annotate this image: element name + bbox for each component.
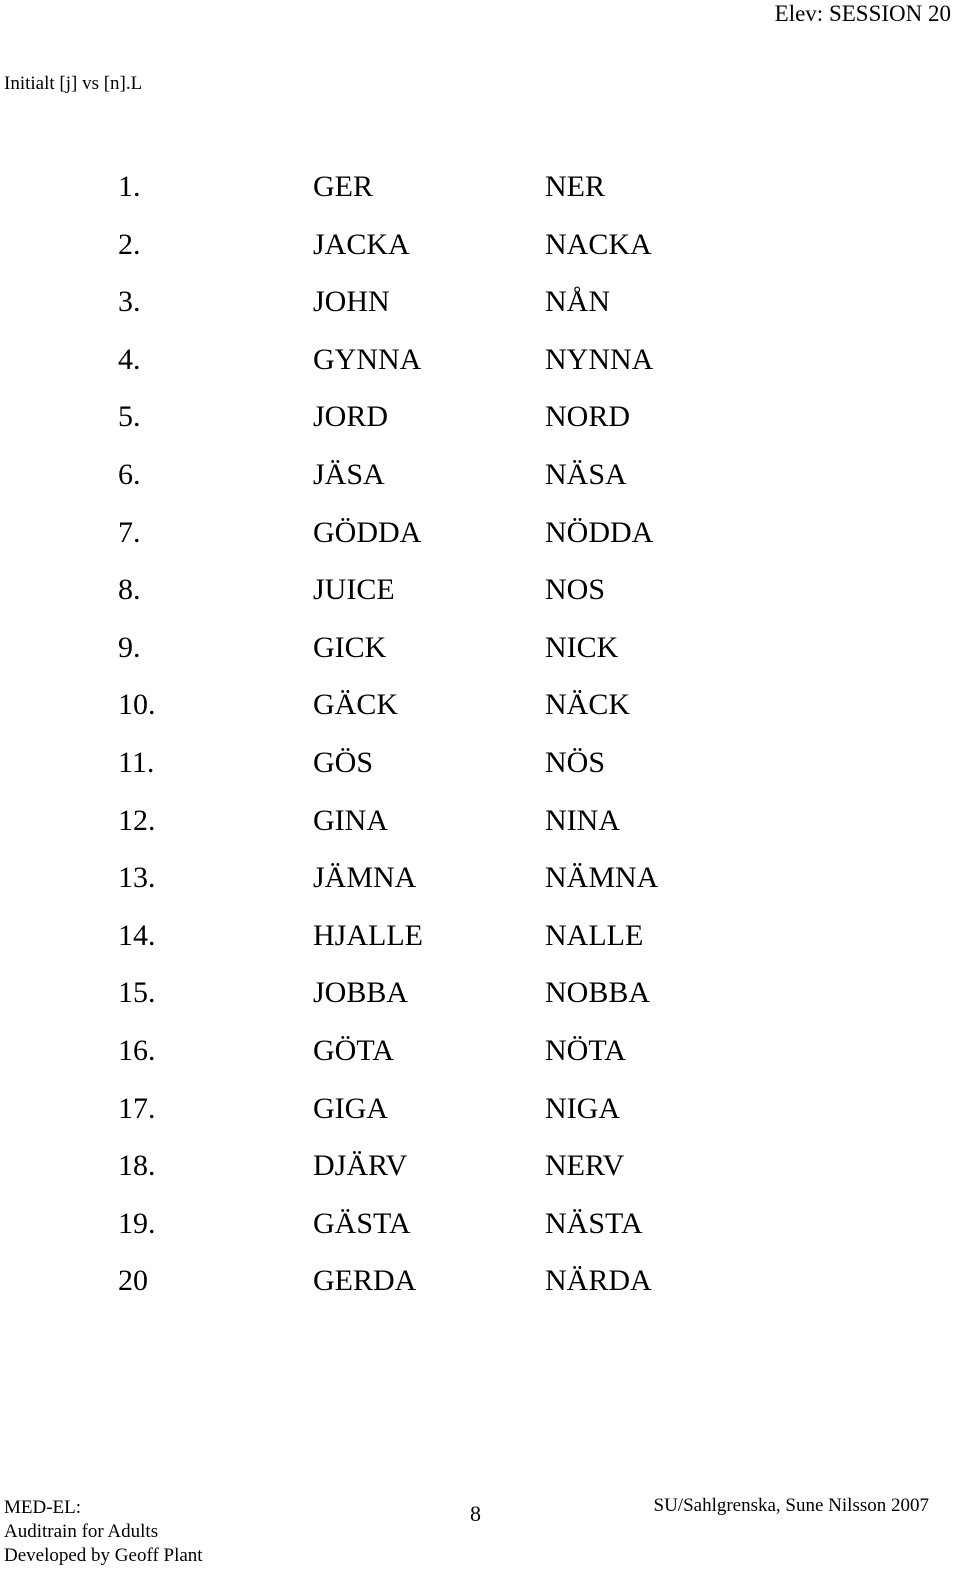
row-number: 2. — [118, 227, 141, 261]
word-n: NER — [545, 170, 605, 203]
row-number: 15. — [118, 976, 156, 1010]
row-number: 10. — [118, 688, 156, 722]
row-number: 4. — [118, 342, 141, 376]
row-number: 7. — [118, 515, 141, 549]
word-n: NÄCK — [545, 688, 631, 722]
word-j: HJALLE — [313, 918, 423, 952]
word-pair-row — [0, 163, 960, 221]
word-pair-row — [0, 854, 960, 912]
row-number: 6. — [118, 457, 141, 491]
word-n: NÅN — [545, 285, 610, 319]
word-pair-row — [0, 912, 960, 970]
word-n: NERV — [545, 1149, 625, 1183]
word-n: NICK — [545, 630, 619, 664]
row-number: 5. — [118, 400, 141, 434]
row-number: 1. — [118, 170, 141, 203]
word-pair-row — [0, 221, 960, 279]
word-n: NIGA — [545, 1091, 620, 1125]
footer-credits — [4, 1496, 203, 1568]
word-n: NOBBA — [545, 976, 651, 1010]
row-number: 12. — [118, 803, 156, 837]
word-j: GIGA — [313, 1091, 388, 1125]
word-pair-row — [0, 1142, 960, 1200]
row-number: 3. — [118, 285, 141, 319]
word-n: NOS — [545, 573, 606, 607]
word-j: GÄCK — [313, 688, 399, 722]
row-number: 18. — [118, 1149, 156, 1183]
word-n: NÄMNA — [545, 861, 659, 895]
word-j: JOHN — [313, 285, 390, 319]
row-number: 14. — [118, 918, 156, 952]
word-n: NÄSTA — [545, 1206, 643, 1240]
row-number: 17. — [118, 1091, 156, 1125]
word-pair-row — [0, 1257, 960, 1315]
word-j: GYNNA — [313, 342, 422, 376]
row-number: 8. — [118, 573, 141, 607]
word-j: GICK — [313, 630, 387, 664]
exercise-title: Initialt [j] vs [n].L — [4, 73, 143, 94]
word-n: NALLE — [545, 918, 644, 952]
row-number: 13. — [118, 861, 156, 895]
word-pair-row — [0, 451, 960, 509]
word-n: NORD — [545, 400, 631, 434]
word-j: GÖS — [313, 745, 374, 779]
footer-brand: MED-EL: — [4, 1497, 82, 1518]
word-n: NÖS — [545, 745, 606, 779]
word-j: GERDA — [313, 1264, 417, 1298]
word-j: JOBBA — [313, 976, 409, 1010]
word-pair-row — [0, 278, 960, 336]
word-j: GÖDDA — [313, 515, 422, 549]
word-pair-row — [0, 969, 960, 1027]
word-n: NYNNA — [545, 342, 654, 376]
word-j: GÄSTA — [313, 1206, 411, 1240]
row-number: 9. — [118, 630, 141, 664]
word-n: NÖDDA — [545, 515, 654, 549]
word-j: GÖTA — [313, 1033, 394, 1067]
word-n: NINA — [545, 803, 620, 837]
footer-program: Auditrain for Adults — [4, 1521, 159, 1542]
word-pair-row — [0, 681, 960, 739]
word-n: NACKA — [545, 227, 652, 261]
word-j: JORD — [313, 400, 389, 434]
word-pair-row — [0, 1085, 960, 1143]
row-number: 19. — [118, 1206, 156, 1240]
word-pair-row — [0, 1200, 960, 1258]
footer-author: Developed by Geoff Plant — [4, 1545, 203, 1566]
row-number: 11. — [118, 745, 155, 779]
row-number: 16. — [118, 1033, 156, 1067]
word-pair-row — [0, 566, 960, 624]
page-number: 8 — [470, 1501, 481, 1526]
word-j: GER — [313, 170, 373, 203]
word-pair-row — [0, 509, 960, 567]
word-pair-row — [0, 797, 960, 855]
word-n: NÄSA — [545, 457, 627, 491]
footer-copyright: SU/Sahlgrenska, Sune Nilsson 2007 — [653, 1495, 929, 1516]
word-j: JACKA — [313, 227, 410, 261]
word-j: JUICE — [313, 573, 395, 607]
word-pair-list — [0, 163, 960, 1315]
word-pair-row — [0, 624, 960, 682]
word-j: DJÄRV — [313, 1149, 408, 1183]
row-number: 20 — [118, 1264, 148, 1298]
session-label: Elev: SESSION 20 — [774, 1, 951, 26]
word-j: GINA — [313, 803, 388, 837]
word-pair-row — [0, 739, 960, 797]
word-pair-row — [0, 393, 960, 451]
word-n: NÖTA — [545, 1033, 626, 1067]
word-j: JÄMNA — [313, 861, 417, 895]
word-j: JÄSA — [313, 457, 385, 491]
word-n: NÄRDA — [545, 1264, 652, 1298]
word-pair-row — [0, 336, 960, 394]
word-pair-row — [0, 1027, 960, 1085]
